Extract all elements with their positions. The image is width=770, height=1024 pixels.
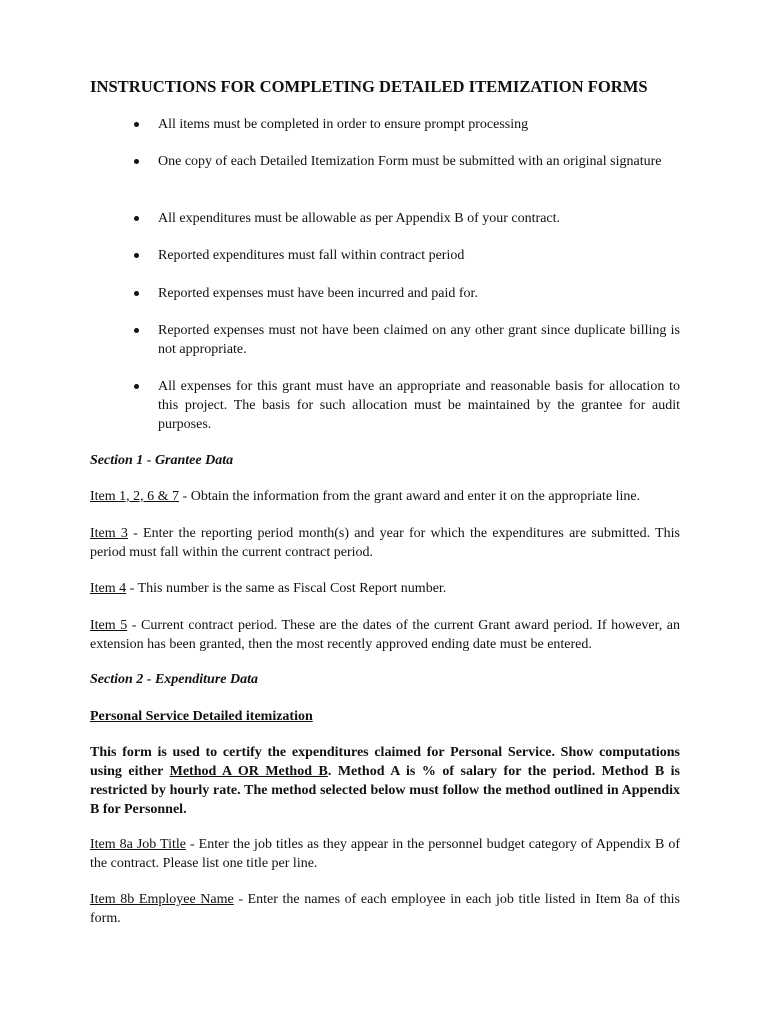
item-label: Item 5 (90, 618, 128, 633)
list-item-text: All expenses for this grant must have an appropriate and reasonable basis for allocation to this project. The basis for such allocation must be maintained by the grantee for audit purposes. (158, 379, 680, 432)
item-label: Item 1, 2, 6 & 7 (90, 489, 180, 504)
page-title: INSTRUCTIONS FOR COMPLETING DETAILED ITEMIZATION FORMS (90, 77, 648, 96)
item-8b-instruction (90, 890, 680, 928)
item-label: Item 8a Job Title (90, 837, 186, 852)
item-3-instruction (90, 524, 680, 562)
item-5-instruction (90, 616, 680, 654)
section-1-heading: Section 1 - Grantee Data (90, 453, 234, 468)
item-text: - Enter the job titles as they appear in the personnel budget category of Appendix B of the contract. Please list one title per line. (90, 837, 680, 871)
paragraph-text: This form is used to certify the expenditures claimed for Personal Service. Show computations using either (90, 745, 680, 779)
item-text: - Current contract period. These are the dates of the current Grant award period. If however, an extension has been granted, then the most recently approved ending date must be entered. (90, 618, 681, 652)
item-4-instruction (90, 579, 680, 598)
list-item-text: All expenditures must be allowable as per Appendix B of your contract. (158, 211, 561, 226)
paragraph-text: . Method A is % of salary for the period. Method B is restricted by hourly rate. The method selected below must follow the method outlined in Appendix B for Personnel. (90, 764, 681, 817)
method-reference: Method A OR Method B (169, 764, 328, 779)
item-text: - This number is the same as Fiscal Cost Report number. (126, 581, 447, 596)
item-label: Item 4 (90, 581, 127, 596)
item-label: Item 3 (90, 526, 128, 541)
list-item-text: One copy of each Detailed Itemization Form must be submitted with an original signature (158, 154, 662, 169)
item-text: - Enter the reporting period month(s) and year for which the expenditures are submitted. This period must fall within the current contract period. (90, 526, 680, 560)
bullet-icon (134, 384, 139, 389)
bullet-icon (134, 291, 139, 296)
list-item-text: Reported expenditures must fall within contract period (158, 248, 465, 263)
item-1-2-6-7-instruction (90, 487, 680, 506)
bullet-icon (134, 328, 139, 333)
item-text: - Enter the names of each employee in each job title listed in Item 8a of this form. (90, 892, 680, 926)
bullet-icon (134, 122, 139, 127)
personal-service-heading: Personal Service Detailed itemization (90, 709, 313, 724)
item-label: Item 8b Employee Name (90, 892, 234, 907)
list-item-text: All items must be completed in order to ensure prompt processing (158, 117, 529, 132)
section-2-heading: Section 2 - Expenditure Data (90, 672, 259, 687)
bullet-icon (134, 159, 139, 164)
bullet-icon (134, 253, 139, 258)
item-text: - Obtain the information from the grant award and enter it on the appropriate line. (179, 489, 641, 504)
list-item-text: Reported expenses must not have been claimed on any other grant since duplicate billing is not appropriate. (158, 323, 680, 357)
list-item-text: Reported expenses must have been incurred and paid for. (158, 286, 478, 301)
personal-service-paragraph (90, 743, 680, 819)
item-8a-instruction (90, 835, 680, 873)
bullet-icon (134, 216, 139, 221)
